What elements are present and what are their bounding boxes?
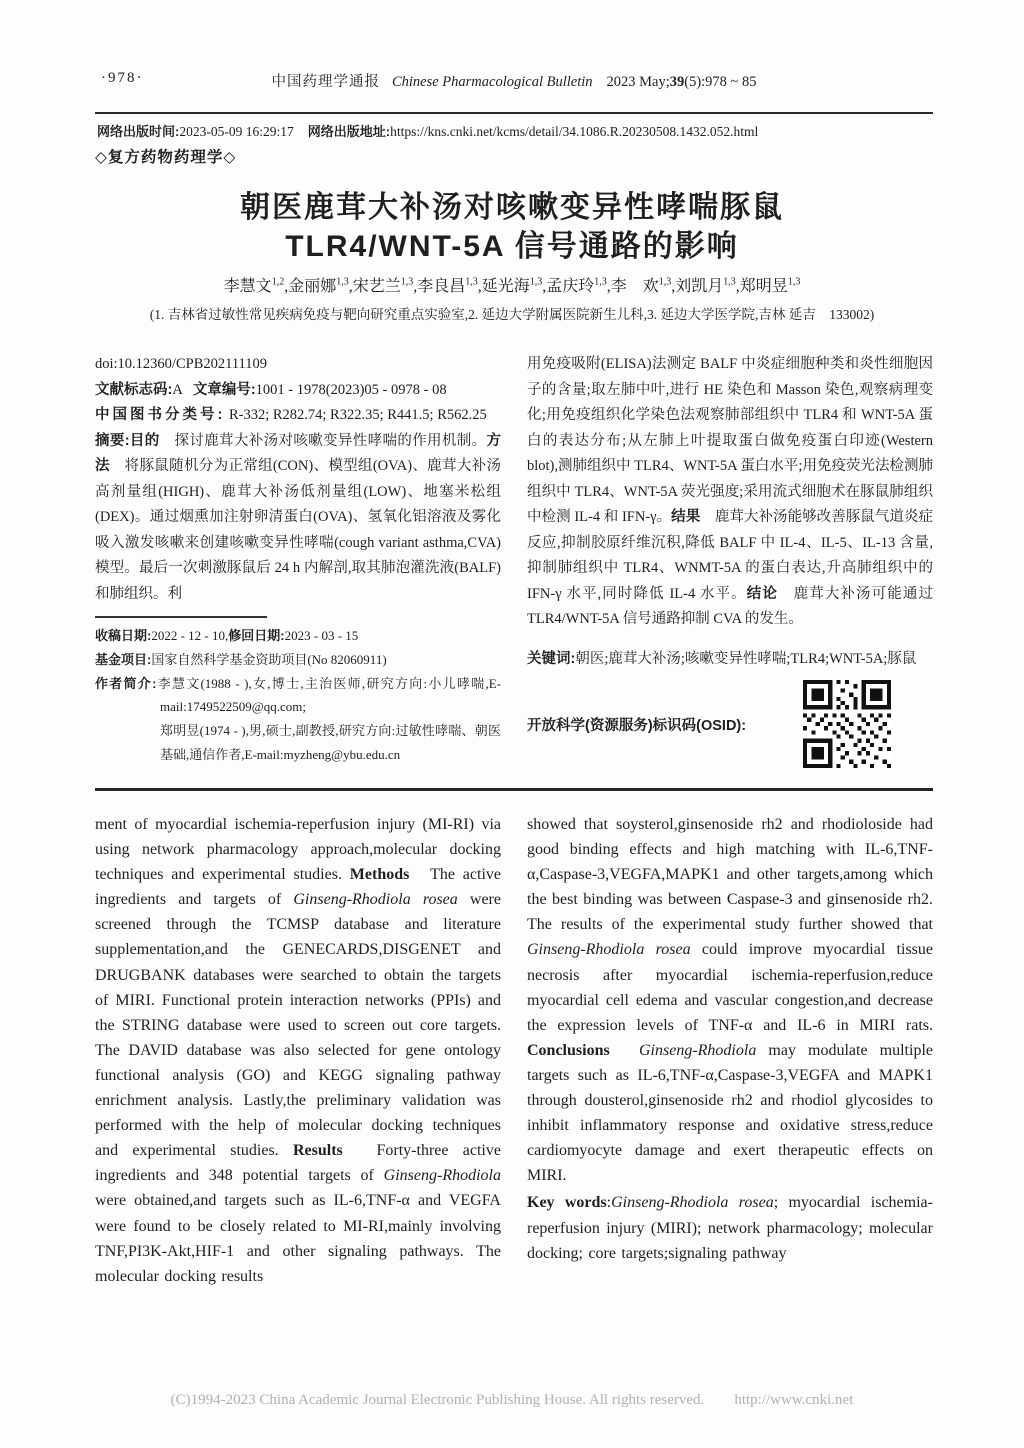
affiliation: (1. 吉林省过敏性常见疾病免疫与靶向研究重点实验室,2. 延边大学附属医院新生儿科,3. 延边大学医学院,吉林 延吉 133002) [149,307,875,322]
issue-pages: (5):978 ~ 85 [684,74,757,90]
species-italic: Ginseng-Rhodiola [639,1041,757,1059]
abstract-cn-part2: 用免疫吸附(ELISA)法测定 BALF 中炎症细胞种类和炎性细胞因子的含量;取左肺中叶,进行 HE 染色和 Masson 染色,观察病理变化;用免疫组织化学染色法观察肺部组织中 TLR4 和 WNT-5A 蛋白的表达分布;从左肺上叶提取蛋白做免疫蛋白印迹(Western blot),测肺组织中 TLR4、WNT-5A 蛋白水平;用免疫荧光法检测肺组织中 TLR4、WNT-5A 荧光强度;采用流式细胞术在豚鼠肺组织中检测 IL-4 和 IFN-γ。结果 鹿茸大补汤能够改善豚鼠气道炎症反应,抑制胶原纤维沉积,降低 BALF 中 IL-4、IL-5、IL-13 含量,抑制肺组织中 TLR4、WNMT-5A 的蛋白表达,升高肺组织中的 IFN-γ 水平,同时降低 IL-4 水平。结论 鹿茸大补汤可能通过 TLR4/WNT-5A 信号通路抑制 CVA 的发生。 [527,356,934,627]
abstract-zone [95,352,933,768]
species-italic: Ginseng-Rhodiola rosea [293,891,458,909]
page-number: ·978· [101,70,144,86]
journal-title-en: Chinese Pharmacological Bulletin [391,74,593,90]
clc-label: 中国图书分类号: [95,407,226,423]
species-italic: Ginseng-Rhodiola rosea [527,941,691,959]
results-label-en: Results [292,1142,343,1160]
author: 李 欢$^{1,3}$, [610,276,676,295]
fund-line: 基金项目:国家自然科学基金资助项目(No 82060911) [95,651,387,667]
body-right-column [527,812,933,1289]
issue-volume: 39 [669,74,685,90]
osid-qr-code [803,680,891,768]
doc-code-label: 文献标志码: [95,381,173,398]
keywords-en-label: Key words [527,1194,607,1212]
body-left-column [95,812,501,1289]
issue-date: 2023 May; [606,74,670,90]
abstract-conclusion-label: 结论 [746,585,779,602]
pub-addr-url: https://kns.cnki.net/kcms/detail/34.1086.R.20230508.1432.052.html [390,124,759,139]
article-no-label: 文章编号: [192,381,256,398]
keywords-en-italic: Ginseng-Rhodiola rosea [611,1194,774,1212]
author-bio-line2: 郑明昱(1974 - ),男,硕士,副教授,研究方向:过敏性哮喘、朝医基础,通信作者,E-mail:myzheng@ybu.edu.cn [160,723,501,762]
english-abstract-right: showed that soysterol,ginsenoside rh2 and rhodioloside had good binding effects and high matching with IL-6,TNF-α,Caspase-3,VEGFA,MAPK1 and other targets,among which the best binding was between Caspase-3 and ginsenoside rh2. The results of the experimental study further showed that Ginseng-Rhodiola rosea could improve myocardial tissue necrosis after myocardial ischemia-reperfusion,reduce myocardial cell edema and vascular congestion,and decrease the expression levels of TNF-α and IL-6 in MIRI rats. Conclusions Ginseng-Rhodiola may modulate multiple targets such as IL-6,TNF-α,Caspase-3,VEGFA and MAPK1 through dousterol,ginsenoside rh2 and rhodiol glycosides to inhibit inflammatory response and oxidative stress,reduce cardiomyocyte damage and exert therapeutic effects on MIRI. [527,816,933,1185]
doc-code-line [95,378,501,404]
author-bio-line: 作者简介:李慧文(1988 - ),女,博士,主治医师,研究方向:小儿哮喘,E-mail:1749522509@qq.com; [95,675,501,715]
author: 孟庆玲$^{1,3}$, [546,276,611,295]
received-label: 收稿日期: [95,628,152,643]
keywords-en: Key words:Ginseng-Rhodiola rosea; myocardial ischemia-reperfusion injury (MIRI); network pharmacology; molecular docking; core targets;signaling pathway [527,1194,933,1262]
abstract-body-divider [95,788,933,791]
english-abstract-left: ment of myocardial ischemia-reperfusion injury (MI-RI) via using network pharmacology approach,molecular docking techniques and experimental studies. Methods The active ingredients and targets of Ginseng-Rhodiola rosea were screened through the TCMSP database and literature supplementation,and the GENECARDS,DISGENET and DRUGBANK databases were searched to obtain the targets of MIRI. Functional protein interaction networks (PPIs) and the STRING database were used to screen out core targets. The DAVID database was also selected for gene ontology functional analysis (GO) and KEGG signaling pathway enrichment analysis. Lastly,the preliminary validation was performed with the help of molecular docking techniques and experimental studies. Results Forty-three active ingredients and 348 potential targets of Ginseng-Rhodiola were obtained,and targets such as IL-6,TNF-α and VEGFA were found to be closely related to MI-RI,mainly involving TNF,PI3K-Akt,HIF-1 and other signaling pathways. The molecular docking results [95,816,501,1285]
pub-time-label: 网络出版时间: [97,124,180,139]
clc-value: R-332; R282.74; R322.35; R441.5; R562.25 [225,407,487,423]
methods-label-en: Methods [349,866,410,884]
osid-row [527,680,933,768]
author: 金丽娜$^{1,3}$, [288,276,353,295]
abstract-methods-label: 方法 [95,432,501,474]
author: 宋艺兰$^{1,3}$, [352,276,418,295]
revised-label: 修回日期: [228,628,285,643]
footnote-rule [95,616,267,618]
author: 刘凯月$^{1,3}$, [675,276,740,295]
pub-addr-label: 网络出版地址: [307,124,391,139]
section-tag: ◇复方药物药理学◇ [95,149,237,166]
species-italic: Ginseng-Rhodiola [383,1167,501,1185]
abstract-objective-label: 摘要:目的 [95,432,160,449]
journal-title-cn: 中国药理学通报 [271,74,380,90]
abstract-results-label: 结果 [671,509,701,525]
journal-line [95,70,933,91]
author: 郑明昱$^{1,3}$ [739,276,801,295]
abstract-cn-part1: 摘要:目的 探讨鹿茸大补汤对咳嗽变异性哮喘的作用机制。方法 将豚鼠随机分为正常组(CON)、模型组(OVA)、鹿茸大补汤高剂量组(HIGH)、鹿茸大补汤低剂量组(LOW)、地塞米松组(DEX)。通过烟熏加注射卵清蛋白(OVA)、氢氧化铝溶液及雾化吸入激发咳嗽来创建咳嗽变异性哮喘(cough variant asthma,CVA)模型。最后一次刺激豚鼠后 24 h 内解剖,取其肺泡灌洗液(BALF)和肺组织。利 [95,432,501,602]
article-title [0,188,1024,266]
keywords-cn-label: 关键词: [527,650,576,667]
author: 延光海$^{1,3}$, [481,276,547,295]
cnki-url: http://www.cnki.net [734,1392,854,1408]
fund-label: 基金项目: [95,651,152,667]
copyright-text: (C)1994-2023 China Academic Journal Electronic Publishing House. All rights reserved. [170,1392,705,1408]
osid-label: 开放科学(资源服务)标识码(OSID): [527,717,747,734]
english-body-zone [95,812,933,1289]
copyright-footer [0,1392,1024,1409]
article-no-value: 1001 - 1978(2023)05 - 0978 - 08 [255,381,447,398]
pub-time-value: 2023-05-09 16:29:17 [179,124,294,139]
article-title-line2: TLR4/WNT-5A 信号通路的影响 [285,230,739,263]
received-date-line: 收稿日期:2022 - 12 - 10,修回日期:2023 - 03 - 15 [95,628,359,643]
abstract-right-column [527,352,933,768]
page-header [95,70,933,94]
article-title-line1: 朝医鹿茸大补汤对咳嗽变异性哮喘豚鼠 [240,191,784,224]
author-list [0,273,1024,296]
doi-line: doi:10.12360/CPB202111109 [95,356,268,372]
footnote-block [95,624,501,767]
conclusions-label-en: Conclusions [527,1041,610,1059]
author: 李慧文$^{1,2}$, [223,276,289,295]
doc-code-value: A [172,381,183,398]
keywords-cn: 关键词:朝医;鹿茸大补汤;咳嗽变异性哮喘;TLR4;WNT-5A;豚鼠 [527,650,917,667]
clc-line [95,403,501,429]
author: 李良昌$^{1,3}$, [417,276,482,295]
online-publication-info [97,121,933,140]
bio-label: 作者简介: [95,675,157,691]
header-rule [95,112,933,114]
abstract-left-column [95,352,501,768]
